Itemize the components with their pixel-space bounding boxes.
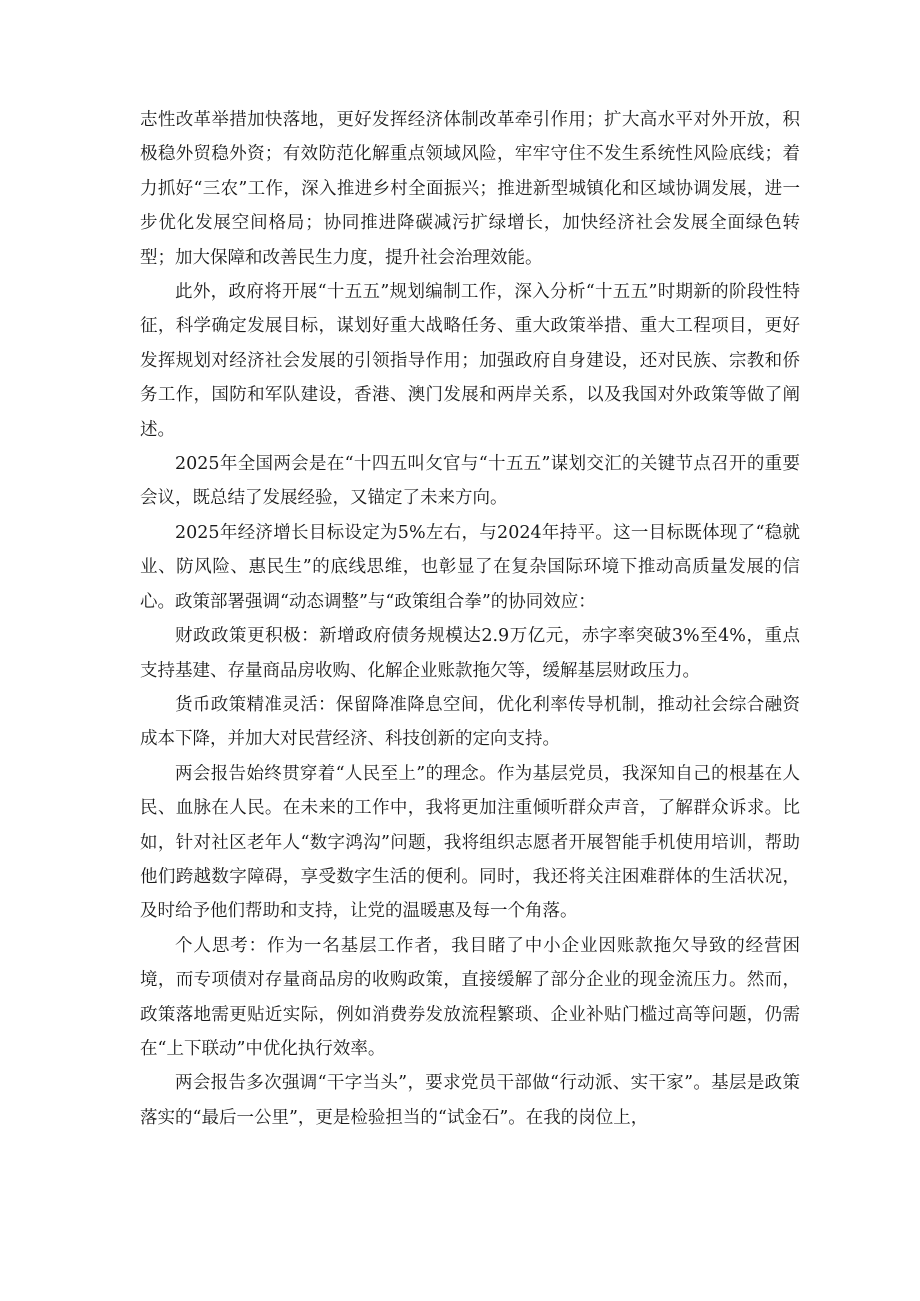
paragraph-15th-five-year-plan: 此外，政府将开展“十五五”规划编制工作，深入分析“十五五”时期新的阶段性特征，科学确定发展目标，谋划好重大战略任务、重大政策举措、重大工程项目，更好发挥规划对经济社会发展的引领指导作用；加强政府自身建设，还对民族、宗教和侨务工作，国防和军队建设，香港、澳门发展和两岸关系，以及我国对外政策等做了阐述。 [140,282,800,440]
paragraph-two-sessions-2025: 2025年全国两会是在“十四五叫攵官与“十五五”谋划交汇的关键节点召开的重要会议，既总结了发展经验，又锚定了未来方向。 [140,454,800,509]
paragraph-fiscal-policy: 财政政策更积极：新增政府债务规模达2.9万亿元，赤字率突破3%至4%，重点支持基建、存量商品房收购、化解企业账款拖欠等，缓解基层财政压力。 [140,626,800,681]
paragraph-action-oriented: 两会报告多次强调“干字当头”，要求党员干部做“行动派、实干家”。基层是政策落实的“最后一公里”，更是检验担当的“试金石”。在我的岗位上， [140,1073,800,1128]
paragraph-monetary-policy: 货币政策精准灵活：保留降准降息空间，优化利率传导机制，推动社会综合融资成本下降，并加大对民营经济、科技创新的定向支持。 [140,694,800,750]
paragraph-personal-reflection: 个人思考：作为一名基层工作者，我目睹了中小企业因账款拖欠导致的经营困境，而专项债对存量商品房的收购政策，直接缓解了部分企业的现金流压力。然而，政策落地需更贴近实际，例如消费券发放流程繁琐、企业补贴门槛过高等问题，仍需在“上下联动”中优化执行效率。 [140,935,800,1059]
paragraph-reform-measures: 志性改革举措加快落地，更好发挥经济体制改革牵引作用；扩大高水平对外开放，积极稳外贸稳外资；有效防范化解重点领域风险，牢牢守住不发生系统性风险底线；着力抓好“三农”工作，深入推进乡村全面振兴；推进新型城镇化和区域协调发展，进一步优化发展空间格局；协同推进降碳减污扩绿增长，加快经济社会发展全面绿色转型；加大保障和改善民生力度，提升社会治理效能。 [140,110,800,268]
paragraph-people-first: 两会报告始终贯穿着“人民至上”的理念。作为基层党员，我深知自己的根基在人民、血脉在人民。在未来的工作中，我将更加注重倾听群众声音，了解群众诉求。比如，针对社区老年人“数字鸿沟”问题，我将组织志愿者开展智能手机使用培训，帮助他们跨越数字障碍，享受数字生活的便利。同时，我还将关注困难群体的生活状况，及时给予他们帮助和支持，让党的温暖惠及每一个角落。 [140,763,800,922]
paragraph-growth-target: 2025年经济增长目标设定为5%左右，与2024年持平。这一目标既体现了“稳就业、防风险、惠民生”的底线思维，也彰显了在复杂国际环境下推动高质量发展的信心。政策部署强调“动态调整”与“政策组合拳”的协同效应： [140,522,800,612]
document-body [140,103,800,1135]
